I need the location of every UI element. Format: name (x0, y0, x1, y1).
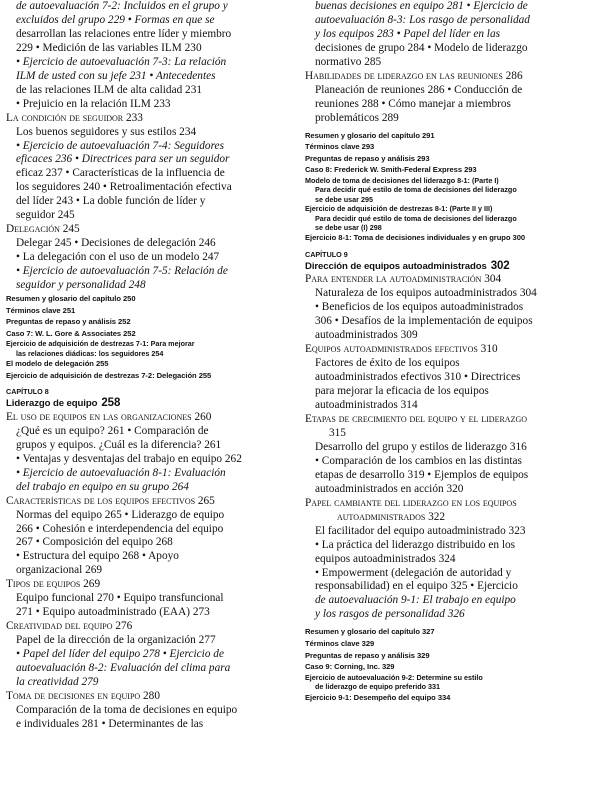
toc-entry: seguidor 245 (16, 209, 75, 222)
toc-entry: eficaces 236 • Directrices para ser un seguidor (16, 153, 230, 166)
chapter-title-text: Dirección de equipos autoadministrados (305, 260, 487, 272)
toc-entry: Ejercicio 9-1: Desempeño del equipo 334 (305, 692, 451, 702)
toc-entry: Para decidir qué estilo de toma de decisiones del liderazgo (315, 185, 517, 195)
toc-entry: Caso 8: Frederick W. Smith-Federal Express 293 (305, 165, 477, 175)
toc-entry: las relaciones diádicas: los seguidores 254 (16, 348, 164, 358)
chapter-label: CAPÍTULO 9 (305, 249, 348, 259)
toc-entry: La condición de seguidor 233 (6, 111, 143, 124)
toc-entry: Caso 7: W. L. Gore & Associates 252 (6, 328, 136, 338)
toc-entry: Ejercicio de adquisición de destrezas 8-1: (Parte II y III) (305, 204, 493, 214)
toc-entry: los seguidores 240 • Retroalimentación efectiva (16, 181, 232, 194)
toc-left-column (6, 0, 299, 732)
toc-entry: Ejercicio de autoevaluación 9-2: Determine su estilo (305, 672, 483, 682)
toc-entry: eficaz 237 • Características de la influencia de (16, 167, 225, 180)
chapter-label: CAPÍTULO 8 (6, 387, 49, 397)
toc-entry: Resumen y glosario del capítulo 327 (305, 627, 435, 637)
toc-entry: autoevaluación 8-2: Evaluación del clima para (16, 662, 231, 675)
toc-entry: normativo 285 (315, 55, 382, 68)
toc-entry: • Ejercicio de autoevaluación 7-4: Seguidores (16, 139, 224, 152)
toc-entry: Planeación de reuniones 286 • Conducción de (315, 83, 523, 96)
toc-entry: Para entender la autoadministración 304 (305, 273, 502, 286)
toc-entry: autoadministrados 322 (337, 510, 446, 523)
toc-entry: Equipo funcional 270 • Equipo transfuncional (16, 592, 224, 605)
toc-entry: • La práctica del liderazgo distribuido en los (315, 538, 516, 551)
toc-entry: de autoevaluación 9-1: El trabajo en equipo (315, 594, 516, 607)
toc-entry: buenas decisiones en equipo 281 • Ejercicio de (315, 0, 528, 12)
toc-entry: • Comparación de los cambios en las distintas (315, 454, 522, 467)
toc-entry: Toma de decisiones en equipo 280 (6, 689, 160, 702)
toc-entry: autoadministrados en acción 320 (315, 482, 464, 495)
toc-entry: equipos autoadministrados 324 (315, 552, 456, 565)
toc-entry: Equipos autoadministrados efectivos 310 (305, 343, 498, 356)
toc-entry: • Ventajas y desventajas del trabajo en equipo 262 (16, 452, 242, 465)
chapter-page-number: 258 (101, 397, 121, 410)
toc-entry: • Prejuicio en la relación ILM 233 (16, 97, 171, 110)
toc-entry: Desarrollo del grupo y estilos de liderazgo 316 (315, 440, 527, 453)
toc-entry: Preguntas de repaso y análisis 252 (6, 317, 131, 327)
toc-entry: Delegar 245 • Decisiones de delegación 246 (16, 237, 216, 250)
toc-entry: El modelo de delegación 255 (6, 359, 109, 369)
toc-entry: para mejorar la eficacia de los equipos (315, 385, 489, 398)
toc-entry: desarrollan las relaciones entre líder y miembro (16, 27, 232, 40)
toc-entry: Papel de la dirección de la organización 277 (16, 634, 216, 647)
toc-entry: Naturaleza de los equipos autoadministrados 304 (315, 287, 537, 300)
toc-entry: excluidos del grupo 229 • Formas en que se (16, 13, 215, 26)
chapter-title (305, 260, 595, 274)
toc-entry: 266 • Cohesión e interdependencia del equipo (16, 522, 224, 535)
toc-entry: la creatividad 279 (16, 676, 99, 688)
toc-entry: Delegación 245 (6, 223, 80, 236)
toc-entry: Términos clave 251 (6, 305, 76, 315)
toc-entry: se debe usar (I) 298 (315, 222, 382, 232)
toc-entry: 306 • Desafíos de la implementación de equipos (315, 315, 533, 328)
toc-entry: del trabajo en equipo en su grupo 264 (16, 480, 189, 493)
toc-entry: Caso 9: Corning, Inc. 329 (305, 662, 395, 672)
toc-entry: Normas del equipo 265 • Liderazgo de equipo (16, 508, 225, 521)
toc-entry: de autoevaluación 7-2: Incluidos en el grupo y (16, 0, 228, 12)
toc-entry: reuniones 288 • Cómo manejar a miembros (315, 97, 511, 110)
toc-entry: grupos y equipos. ¿Cuál es la diferencia? 261 (16, 438, 222, 451)
toc-entry: ILM de usted con su jefe 231 • Antecedentes (16, 69, 216, 82)
toc-entry: problemáticos 289 (315, 111, 399, 124)
toc-entry: Los buenos seguidores y sus estilos 234 (16, 125, 197, 138)
toc-entry: 271 • Equipo autoadministrado (EAA) 273 (16, 606, 210, 619)
toc-entry: autoadministrados efectivos 310 • Directrices (315, 371, 521, 384)
toc-entry: 229 • Medición de las variables ILM 230 (16, 41, 202, 54)
toc-entry: Ejercicio de adquisición de destrezas 7-1: Para mejorar (6, 339, 195, 349)
toc-entry: Características de los equipos efectivos 265 (6, 494, 215, 507)
toc-entry: y los rasgos de personalidad 326 (315, 608, 465, 621)
toc-entry: autoevaluación 8-3: Los rasgo de personalidad (315, 13, 530, 26)
toc-entry: • Ejercicio de autoevaluación 8-1: Evaluación (16, 466, 226, 479)
toc-entry: Términos clave 293 (305, 142, 375, 152)
toc-entry: del líder 243 • La doble función de líder y (16, 195, 206, 208)
toc-entry: e individuales 281 • Determinantes de las (16, 717, 204, 730)
toc-entry: Creatividad del equipo 276 (6, 620, 133, 633)
toc-entry: se debe usar 295 (315, 194, 373, 204)
toc-entry: Ejercicio 8-1: Toma de decisiones individuales y en grupo 300 (305, 233, 526, 243)
toc-entry: Comparación de la toma de decisiones en equipo (16, 703, 238, 716)
toc-entry: Habilidades de liderazgo en las reuniones 286 (305, 69, 523, 82)
toc-entry: Ejercicio de adquisición de destrezas 7-2: Delegación 255 (6, 370, 212, 380)
toc-entry: responsabilidad) en el equipo 325 • Ejercicio (315, 580, 518, 593)
toc-entry: • Ejercicio de autoevaluación 7-5: Relación de (16, 265, 228, 278)
toc-entry: ¿Qué es un equipo? 261 • Comparación de (16, 424, 209, 437)
toc-entry: • Papel del líder del equipo 278 • Ejercicio de (16, 648, 224, 661)
toc-entry: etapas de desarrollo 319 • Ejemplos de equipos (315, 468, 529, 481)
toc-entry: Para decidir qué estilo de toma de decisiones del liderazgo (315, 213, 517, 223)
toc-entry: Resumen y glosario del capítulo 250 (6, 294, 136, 304)
toc-entry: organizacional 269 (16, 564, 103, 577)
toc-entry: • Empowerment (delegación de autoridad y (315, 566, 512, 579)
chapter-title (6, 397, 299, 411)
chapter-page-number: 302 (490, 259, 510, 272)
toc-entry: de liderazgo de equipo preferido 331 (315, 682, 441, 692)
toc-entry: de las relaciones ILM de alta calidad 231 (16, 83, 203, 96)
toc-entry: • Estructura del equipo 268 • Apoyo (16, 550, 179, 563)
toc-right-column (305, 0, 595, 703)
toc-entry: decisiones de grupo 284 • Modelo de liderazgo (315, 41, 528, 54)
toc-entry: Factores de éxito de los equipos (315, 357, 460, 370)
toc-entry: y los equipos 283 • Papel del líder en las (315, 27, 500, 40)
toc-entry: 267 • Composición del equipo 268 (16, 536, 173, 549)
toc-entry: autoadministrados 314 (315, 399, 418, 412)
chapter-title-text: Liderazgo de equipo (6, 398, 98, 410)
toc-entry: • Ejercicio de autoevaluación 7-3: La relación (16, 55, 227, 68)
toc-entry: • Beneficios de los equipos autoadministrados (315, 301, 524, 314)
toc-entry: 315 (329, 426, 346, 439)
toc-entry: seguidor y personalidad 248 (16, 279, 146, 292)
toc-entry: Términos clave 329 (305, 638, 375, 648)
toc-entry: Resumen y glosario del capítulo 291 (305, 130, 435, 140)
toc-entry: Papel cambiante del liderazgo en los equipos (305, 496, 517, 509)
toc-entry: autoadministrados 309 (315, 329, 418, 342)
toc-entry: • La delegación con el uso de un modelo 247 (16, 251, 220, 264)
toc-entry: El uso de equipos en las organizaciones 260 (6, 410, 212, 423)
toc-entry: Modelo de toma de decisiones del liderazgo 8-1: (Parte I) (305, 175, 499, 185)
toc-entry: Preguntas de repaso y análisis 293 (305, 153, 430, 163)
toc-entry: Tipos de equipos 269 (6, 578, 101, 591)
toc-entry: Etapas de crecimiento del equipo y el liderazgo (305, 413, 528, 426)
toc-entry: El facilitador del equipo autoadministrado 323 (315, 524, 526, 537)
toc-entry: Preguntas de repaso y análisis 329 (305, 650, 430, 660)
